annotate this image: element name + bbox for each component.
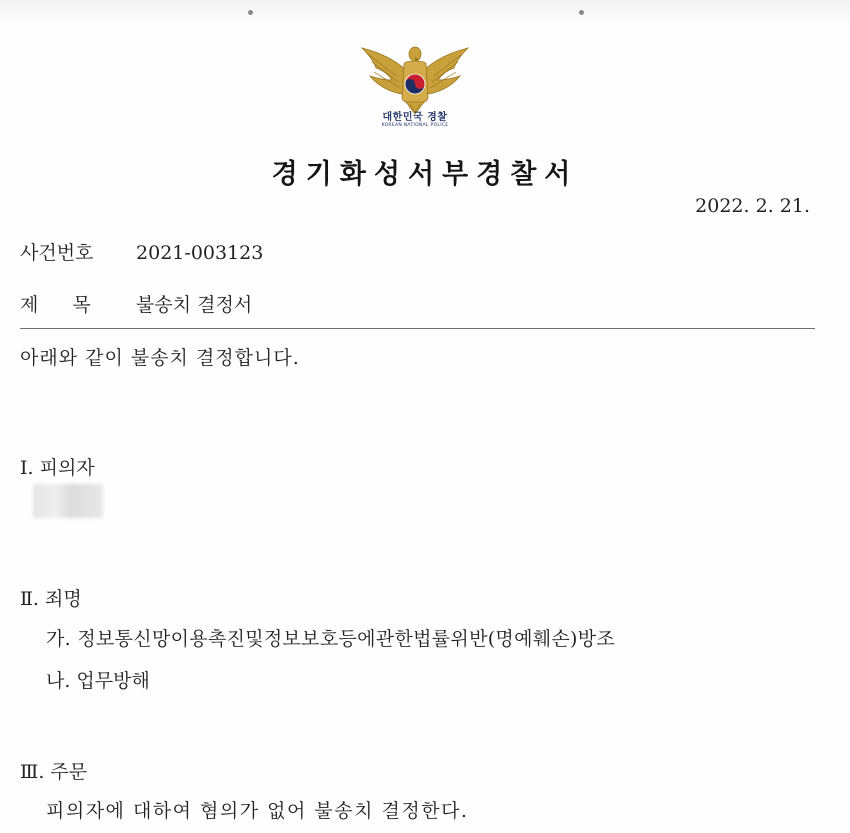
intro-text: 아래와 같이 불송치 결정합니다. xyxy=(20,347,300,369)
document-date: 2022. 2. 21. xyxy=(695,195,810,217)
section-charges-heading: Ⅱ. 죄명 xyxy=(20,588,82,610)
charge-item: 나. 업무방해 xyxy=(46,670,150,692)
binding-hole-right xyxy=(579,10,584,15)
case-number-row xyxy=(20,238,263,265)
emblem-name-en: KOREAN NATIONAL POLICE xyxy=(381,123,449,128)
order-text: 피의자에 대하여 혐의가 없어 불송치 결정한다. xyxy=(46,800,469,822)
case-number-label: 사건번호 xyxy=(20,242,94,264)
header-divider xyxy=(20,328,815,329)
subject-label: 제목 xyxy=(20,294,125,316)
office-title: 경기화성서부경찰서 xyxy=(271,159,579,190)
page-top-edge xyxy=(0,0,850,24)
subject-row xyxy=(20,290,252,317)
case-number-value: 2021-003123 xyxy=(136,242,264,264)
charge-item: 가. 정보통신망이용촉진및정보보호등에관한법률위반(명예훼손)방조 xyxy=(46,628,616,650)
emblem-name-ko: 대한민국 경찰 xyxy=(382,112,448,123)
section-suspect-heading: Ⅰ. 피의자 xyxy=(20,457,95,479)
subject-value: 불송치 결정서 xyxy=(136,294,253,316)
binding-hole-left xyxy=(248,10,253,15)
redacted-suspect-name xyxy=(33,484,103,518)
section-order-heading: Ⅲ. 주문 xyxy=(20,761,88,783)
